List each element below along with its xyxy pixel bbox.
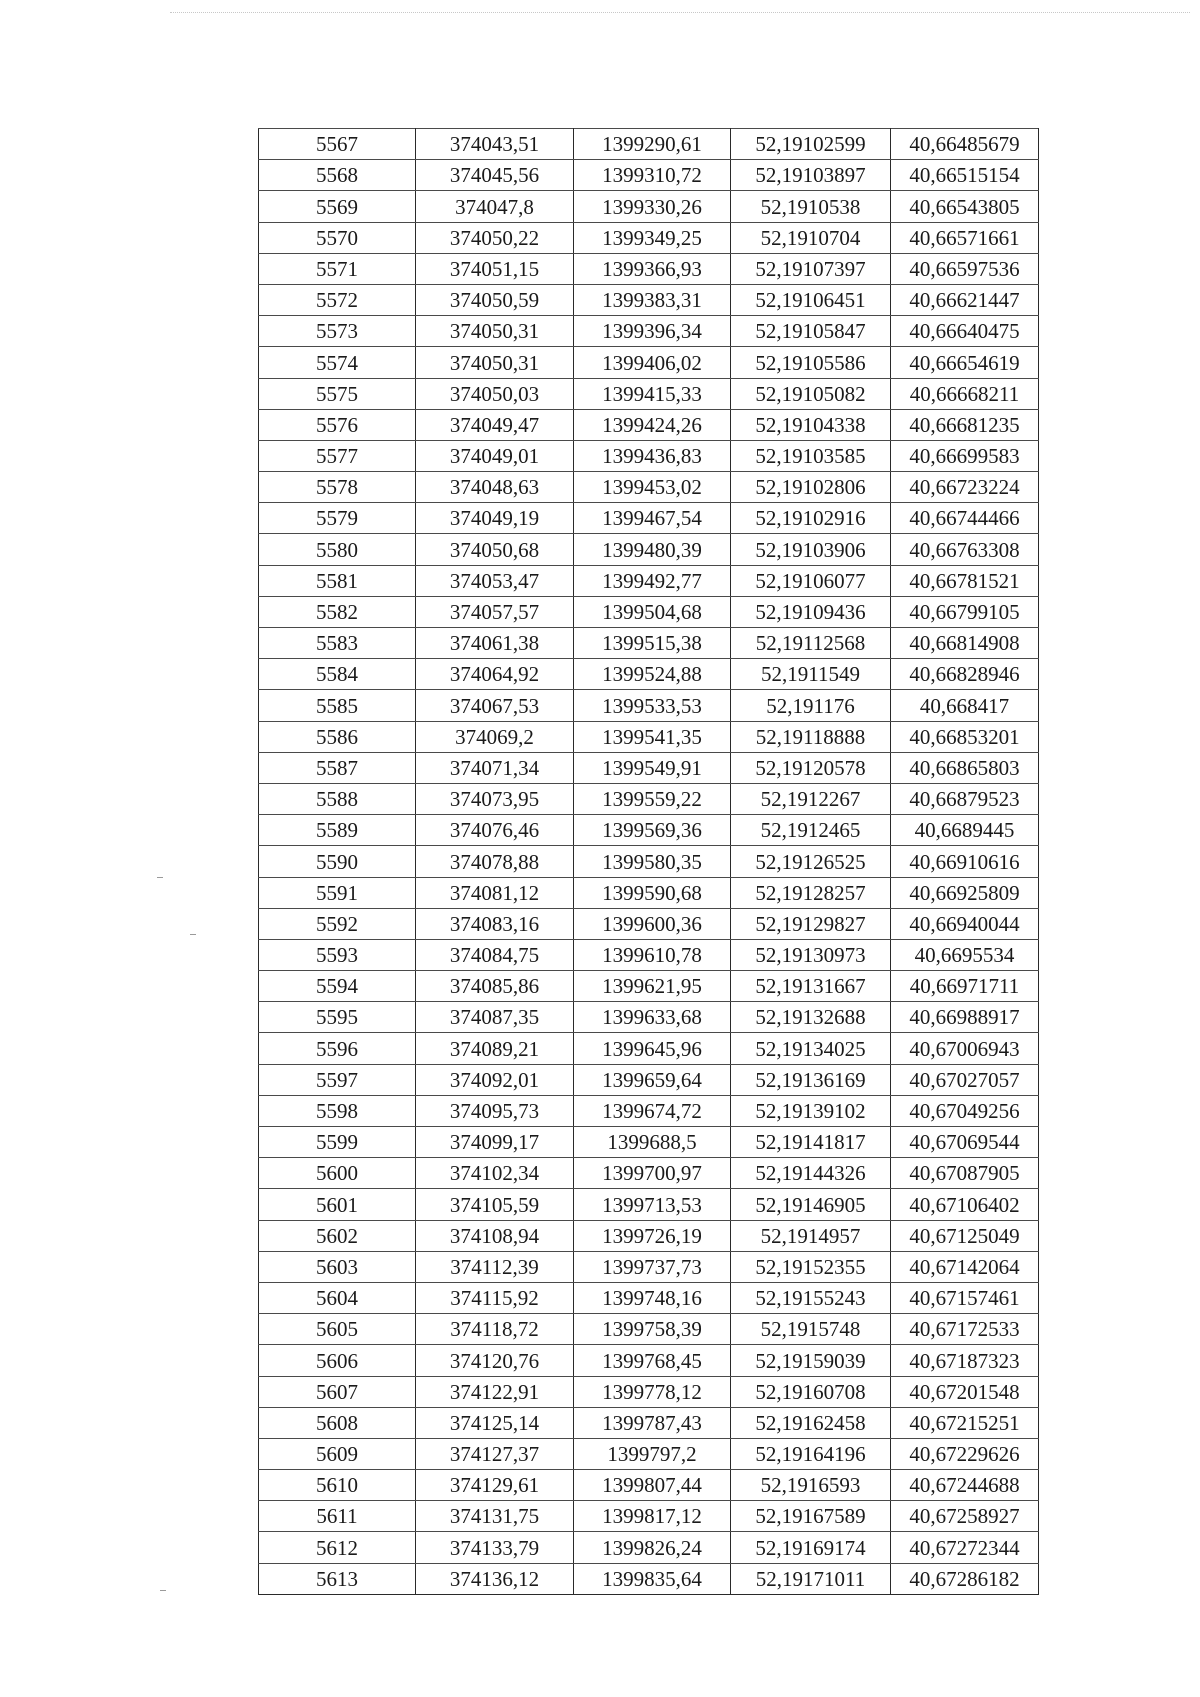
table-row bbox=[259, 596, 1039, 627]
latitude-cell: 52,19102916 bbox=[731, 503, 891, 534]
x-coordinate-cell: 374092,01 bbox=[416, 1064, 574, 1095]
longitude-cell: 40,67106402 bbox=[891, 1189, 1039, 1220]
y-coordinate-cell: 1399467,54 bbox=[574, 503, 731, 534]
y-coordinate-cell: 1399835,64 bbox=[574, 1563, 731, 1594]
y-coordinate-cell: 1399480,39 bbox=[574, 534, 731, 565]
table-row bbox=[259, 1563, 1039, 1594]
y-coordinate-cell: 1399645,96 bbox=[574, 1033, 731, 1064]
point-number-cell: 5606 bbox=[259, 1345, 416, 1376]
point-number-cell: 5583 bbox=[259, 628, 416, 659]
latitude-cell: 52,19105082 bbox=[731, 378, 891, 409]
latitude-cell: 52,19146905 bbox=[731, 1189, 891, 1220]
point-number-cell: 5584 bbox=[259, 659, 416, 690]
x-coordinate-cell: 374067,53 bbox=[416, 690, 574, 721]
longitude-cell: 40,67049256 bbox=[891, 1095, 1039, 1126]
y-coordinate-cell: 1399748,16 bbox=[574, 1282, 731, 1313]
x-coordinate-cell: 374129,61 bbox=[416, 1470, 574, 1501]
y-coordinate-cell: 1399659,64 bbox=[574, 1064, 731, 1095]
y-coordinate-cell: 1399349,25 bbox=[574, 222, 731, 253]
x-coordinate-cell: 374087,35 bbox=[416, 1002, 574, 1033]
point-number-cell: 5608 bbox=[259, 1407, 416, 1438]
table-row bbox=[259, 253, 1039, 284]
longitude-cell: 40,67201548 bbox=[891, 1376, 1039, 1407]
point-number-cell: 5582 bbox=[259, 596, 416, 627]
longitude-cell: 40,66781521 bbox=[891, 565, 1039, 596]
table-row bbox=[259, 440, 1039, 471]
point-number-cell: 5594 bbox=[259, 971, 416, 1002]
latitude-cell: 52,19126525 bbox=[731, 846, 891, 877]
x-coordinate-cell: 374089,21 bbox=[416, 1033, 574, 1064]
longitude-cell: 40,66597536 bbox=[891, 253, 1039, 284]
table-row bbox=[259, 628, 1039, 659]
point-number-cell: 5575 bbox=[259, 378, 416, 409]
latitude-cell: 52,191176 bbox=[731, 690, 891, 721]
table-row bbox=[259, 1095, 1039, 1126]
table-row bbox=[259, 565, 1039, 596]
latitude-cell: 52,19171011 bbox=[731, 1563, 891, 1594]
point-number-cell: 5610 bbox=[259, 1470, 416, 1501]
y-coordinate-cell: 1399366,93 bbox=[574, 253, 731, 284]
table-row bbox=[259, 1470, 1039, 1501]
point-number-cell: 5613 bbox=[259, 1563, 416, 1594]
y-coordinate-cell: 1399797,2 bbox=[574, 1438, 731, 1469]
scan-mark bbox=[190, 934, 196, 935]
y-coordinate-cell: 1399453,02 bbox=[574, 472, 731, 503]
longitude-cell: 40,67258927 bbox=[891, 1501, 1039, 1532]
y-coordinate-cell: 1399330,26 bbox=[574, 191, 731, 222]
scan-mark bbox=[160, 1590, 166, 1591]
x-coordinate-cell: 374048,63 bbox=[416, 472, 574, 503]
y-coordinate-cell: 1399633,68 bbox=[574, 1002, 731, 1033]
table-row bbox=[259, 1501, 1039, 1532]
longitude-cell: 40,67187323 bbox=[891, 1345, 1039, 1376]
table-row bbox=[259, 284, 1039, 315]
point-number-cell: 5595 bbox=[259, 1002, 416, 1033]
table-row bbox=[259, 1064, 1039, 1095]
table-row bbox=[259, 1438, 1039, 1469]
table-row bbox=[259, 1002, 1039, 1033]
table-row bbox=[259, 1282, 1039, 1313]
table-row bbox=[259, 191, 1039, 222]
longitude-cell: 40,67229626 bbox=[891, 1438, 1039, 1469]
x-coordinate-cell: 374095,73 bbox=[416, 1095, 574, 1126]
table-row bbox=[259, 1127, 1039, 1158]
point-number-cell: 5591 bbox=[259, 877, 416, 908]
y-coordinate-cell: 1399621,95 bbox=[574, 971, 731, 1002]
latitude-cell: 52,1911549 bbox=[731, 659, 891, 690]
point-number-cell: 5605 bbox=[259, 1314, 416, 1345]
longitude-cell: 40,66723224 bbox=[891, 472, 1039, 503]
point-number-cell: 5570 bbox=[259, 222, 416, 253]
longitude-cell: 40,66879523 bbox=[891, 783, 1039, 814]
table-row bbox=[259, 1251, 1039, 1282]
y-coordinate-cell: 1399787,43 bbox=[574, 1407, 731, 1438]
point-number-cell: 5597 bbox=[259, 1064, 416, 1095]
latitude-cell: 52,1910704 bbox=[731, 222, 891, 253]
longitude-cell: 40,66485679 bbox=[891, 129, 1039, 160]
longitude-cell: 40,66668211 bbox=[891, 378, 1039, 409]
latitude-cell: 52,19160708 bbox=[731, 1376, 891, 1407]
x-coordinate-cell: 374064,92 bbox=[416, 659, 574, 690]
y-coordinate-cell: 1399504,68 bbox=[574, 596, 731, 627]
latitude-cell: 52,19139102 bbox=[731, 1095, 891, 1126]
x-coordinate-cell: 374050,68 bbox=[416, 534, 574, 565]
x-coordinate-cell: 374085,86 bbox=[416, 971, 574, 1002]
y-coordinate-cell: 1399559,22 bbox=[574, 783, 731, 814]
x-coordinate-cell: 374127,37 bbox=[416, 1438, 574, 1469]
longitude-cell: 40,66640475 bbox=[891, 316, 1039, 347]
latitude-cell: 52,19162458 bbox=[731, 1407, 891, 1438]
scan-mark bbox=[157, 877, 163, 878]
point-number-cell: 5578 bbox=[259, 472, 416, 503]
table-row bbox=[259, 752, 1039, 783]
point-number-cell: 5602 bbox=[259, 1220, 416, 1251]
y-coordinate-cell: 1399688,5 bbox=[574, 1127, 731, 1158]
x-coordinate-cell: 374045,56 bbox=[416, 160, 574, 191]
table-row bbox=[259, 721, 1039, 752]
longitude-cell: 40,6695534 bbox=[891, 939, 1039, 970]
longitude-cell: 40,66853201 bbox=[891, 721, 1039, 752]
y-coordinate-cell: 1399396,34 bbox=[574, 316, 731, 347]
latitude-cell: 52,19112568 bbox=[731, 628, 891, 659]
latitude-cell: 52,19102806 bbox=[731, 472, 891, 503]
latitude-cell: 52,1914957 bbox=[731, 1220, 891, 1251]
longitude-cell: 40,66814908 bbox=[891, 628, 1039, 659]
y-coordinate-cell: 1399817,12 bbox=[574, 1501, 731, 1532]
table-row bbox=[259, 222, 1039, 253]
point-number-cell: 5568 bbox=[259, 160, 416, 191]
table-row bbox=[259, 1158, 1039, 1189]
latitude-cell: 52,19132688 bbox=[731, 1002, 891, 1033]
y-coordinate-cell: 1399549,91 bbox=[574, 752, 731, 783]
latitude-cell: 52,19131667 bbox=[731, 971, 891, 1002]
coordinates-table-body bbox=[259, 129, 1039, 1595]
x-coordinate-cell: 374069,2 bbox=[416, 721, 574, 752]
x-coordinate-cell: 374118,72 bbox=[416, 1314, 574, 1345]
longitude-cell: 40,66744466 bbox=[891, 503, 1039, 534]
latitude-cell: 52,19103897 bbox=[731, 160, 891, 191]
longitude-cell: 40,67027057 bbox=[891, 1064, 1039, 1095]
y-coordinate-cell: 1399700,97 bbox=[574, 1158, 731, 1189]
latitude-cell: 52,19103585 bbox=[731, 440, 891, 471]
x-coordinate-cell: 374105,59 bbox=[416, 1189, 574, 1220]
point-number-cell: 5603 bbox=[259, 1251, 416, 1282]
y-coordinate-cell: 1399415,33 bbox=[574, 378, 731, 409]
table-row bbox=[259, 1314, 1039, 1345]
longitude-cell: 40,6689445 bbox=[891, 815, 1039, 846]
longitude-cell: 40,67087905 bbox=[891, 1158, 1039, 1189]
longitude-cell: 40,66515154 bbox=[891, 160, 1039, 191]
latitude-cell: 52,19134025 bbox=[731, 1033, 891, 1064]
latitude-cell: 52,1912465 bbox=[731, 815, 891, 846]
x-coordinate-cell: 374099,17 bbox=[416, 1127, 574, 1158]
x-coordinate-cell: 374112,39 bbox=[416, 1251, 574, 1282]
point-number-cell: 5567 bbox=[259, 129, 416, 160]
x-coordinate-cell: 374050,31 bbox=[416, 316, 574, 347]
x-coordinate-cell: 374122,91 bbox=[416, 1376, 574, 1407]
longitude-cell: 40,67244688 bbox=[891, 1470, 1039, 1501]
point-number-cell: 5576 bbox=[259, 409, 416, 440]
point-number-cell: 5609 bbox=[259, 1438, 416, 1469]
latitude-cell: 52,19106451 bbox=[731, 284, 891, 315]
y-coordinate-cell: 1399515,38 bbox=[574, 628, 731, 659]
point-number-cell: 5592 bbox=[259, 908, 416, 939]
point-number-cell: 5589 bbox=[259, 815, 416, 846]
longitude-cell: 40,66799105 bbox=[891, 596, 1039, 627]
table-row bbox=[259, 846, 1039, 877]
table-row bbox=[259, 1376, 1039, 1407]
latitude-cell: 52,19169174 bbox=[731, 1532, 891, 1563]
latitude-cell: 52,19109436 bbox=[731, 596, 891, 627]
point-number-cell: 5587 bbox=[259, 752, 416, 783]
table-row bbox=[259, 1189, 1039, 1220]
table-row bbox=[259, 347, 1039, 378]
y-coordinate-cell: 1399541,35 bbox=[574, 721, 731, 752]
y-coordinate-cell: 1399580,35 bbox=[574, 846, 731, 877]
y-coordinate-cell: 1399424,26 bbox=[574, 409, 731, 440]
latitude-cell: 52,19118888 bbox=[731, 721, 891, 752]
table-row bbox=[259, 815, 1039, 846]
latitude-cell: 52,19155243 bbox=[731, 1282, 891, 1313]
point-number-cell: 5604 bbox=[259, 1282, 416, 1313]
point-number-cell: 5596 bbox=[259, 1033, 416, 1064]
x-coordinate-cell: 374051,15 bbox=[416, 253, 574, 284]
x-coordinate-cell: 374049,19 bbox=[416, 503, 574, 534]
longitude-cell: 40,67172533 bbox=[891, 1314, 1039, 1345]
y-coordinate-cell: 1399600,36 bbox=[574, 908, 731, 939]
table-row bbox=[259, 659, 1039, 690]
point-number-cell: 5601 bbox=[259, 1189, 416, 1220]
x-coordinate-cell: 374076,46 bbox=[416, 815, 574, 846]
longitude-cell: 40,66988917 bbox=[891, 1002, 1039, 1033]
y-coordinate-cell: 1399569,36 bbox=[574, 815, 731, 846]
x-coordinate-cell: 374084,75 bbox=[416, 939, 574, 970]
longitude-cell: 40,67125049 bbox=[891, 1220, 1039, 1251]
latitude-cell: 52,19103906 bbox=[731, 534, 891, 565]
latitude-cell: 52,19102599 bbox=[731, 129, 891, 160]
point-number-cell: 5586 bbox=[259, 721, 416, 752]
point-number-cell: 5598 bbox=[259, 1095, 416, 1126]
table-row bbox=[259, 939, 1039, 970]
x-coordinate-cell: 374083,16 bbox=[416, 908, 574, 939]
y-coordinate-cell: 1399524,88 bbox=[574, 659, 731, 690]
longitude-cell: 40,67069544 bbox=[891, 1127, 1039, 1158]
point-number-cell: 5607 bbox=[259, 1376, 416, 1407]
y-coordinate-cell: 1399807,44 bbox=[574, 1470, 731, 1501]
longitude-cell: 40,66621447 bbox=[891, 284, 1039, 315]
latitude-cell: 52,19130973 bbox=[731, 939, 891, 970]
latitude-cell: 52,19164196 bbox=[731, 1438, 891, 1469]
x-coordinate-cell: 374043,51 bbox=[416, 129, 574, 160]
table-row bbox=[259, 783, 1039, 814]
longitude-cell: 40,66940044 bbox=[891, 908, 1039, 939]
longitude-cell: 40,66763308 bbox=[891, 534, 1039, 565]
x-coordinate-cell: 374049,01 bbox=[416, 440, 574, 471]
point-number-cell: 5612 bbox=[259, 1532, 416, 1563]
coordinates-table bbox=[258, 128, 1039, 1595]
x-coordinate-cell: 374073,95 bbox=[416, 783, 574, 814]
table-row bbox=[259, 129, 1039, 160]
point-number-cell: 5571 bbox=[259, 253, 416, 284]
latitude-cell: 52,19167589 bbox=[731, 1501, 891, 1532]
latitude-cell: 52,19106077 bbox=[731, 565, 891, 596]
y-coordinate-cell: 1399826,24 bbox=[574, 1532, 731, 1563]
table-row bbox=[259, 160, 1039, 191]
scan-edge-line bbox=[170, 12, 1190, 13]
latitude-cell: 52,1915748 bbox=[731, 1314, 891, 1345]
latitude-cell: 52,19136169 bbox=[731, 1064, 891, 1095]
table-row bbox=[259, 1033, 1039, 1064]
table-row bbox=[259, 534, 1039, 565]
longitude-cell: 40,67157461 bbox=[891, 1282, 1039, 1313]
x-coordinate-cell: 374071,34 bbox=[416, 752, 574, 783]
latitude-cell: 52,19107397 bbox=[731, 253, 891, 284]
point-number-cell: 5573 bbox=[259, 316, 416, 347]
x-coordinate-cell: 374120,76 bbox=[416, 1345, 574, 1376]
longitude-cell: 40,66699583 bbox=[891, 440, 1039, 471]
table-row bbox=[259, 503, 1039, 534]
longitude-cell: 40,66681235 bbox=[891, 409, 1039, 440]
latitude-cell: 52,19159039 bbox=[731, 1345, 891, 1376]
x-coordinate-cell: 374050,03 bbox=[416, 378, 574, 409]
y-coordinate-cell: 1399713,53 bbox=[574, 1189, 731, 1220]
x-coordinate-cell: 374057,57 bbox=[416, 596, 574, 627]
longitude-cell: 40,67272344 bbox=[891, 1532, 1039, 1563]
x-coordinate-cell: 374102,34 bbox=[416, 1158, 574, 1189]
y-coordinate-cell: 1399758,39 bbox=[574, 1314, 731, 1345]
latitude-cell: 52,1916593 bbox=[731, 1470, 891, 1501]
latitude-cell: 52,19129827 bbox=[731, 908, 891, 939]
x-coordinate-cell: 374049,47 bbox=[416, 409, 574, 440]
x-coordinate-cell: 374136,12 bbox=[416, 1563, 574, 1594]
x-coordinate-cell: 374125,14 bbox=[416, 1407, 574, 1438]
point-number-cell: 5574 bbox=[259, 347, 416, 378]
y-coordinate-cell: 1399674,72 bbox=[574, 1095, 731, 1126]
latitude-cell: 52,1910538 bbox=[731, 191, 891, 222]
x-coordinate-cell: 374115,92 bbox=[416, 1282, 574, 1313]
latitude-cell: 52,19128257 bbox=[731, 877, 891, 908]
x-coordinate-cell: 374050,59 bbox=[416, 284, 574, 315]
longitude-cell: 40,67006943 bbox=[891, 1033, 1039, 1064]
y-coordinate-cell: 1399436,83 bbox=[574, 440, 731, 471]
longitude-cell: 40,67286182 bbox=[891, 1563, 1039, 1594]
latitude-cell: 52,19120578 bbox=[731, 752, 891, 783]
point-number-cell: 5599 bbox=[259, 1127, 416, 1158]
x-coordinate-cell: 374081,12 bbox=[416, 877, 574, 908]
x-coordinate-cell: 374078,88 bbox=[416, 846, 574, 877]
point-number-cell: 5593 bbox=[259, 939, 416, 970]
latitude-cell: 52,19141817 bbox=[731, 1127, 891, 1158]
latitude-cell: 52,19105847 bbox=[731, 316, 891, 347]
table-row bbox=[259, 316, 1039, 347]
x-coordinate-cell: 374050,31 bbox=[416, 347, 574, 378]
table-row bbox=[259, 1220, 1039, 1251]
y-coordinate-cell: 1399290,61 bbox=[574, 129, 731, 160]
longitude-cell: 40,66828946 bbox=[891, 659, 1039, 690]
longitude-cell: 40,67215251 bbox=[891, 1407, 1039, 1438]
x-coordinate-cell: 374131,75 bbox=[416, 1501, 574, 1532]
x-coordinate-cell: 374050,22 bbox=[416, 222, 574, 253]
y-coordinate-cell: 1399590,68 bbox=[574, 877, 731, 908]
longitude-cell: 40,66910616 bbox=[891, 846, 1039, 877]
longitude-cell: 40,66543805 bbox=[891, 191, 1039, 222]
table-row bbox=[259, 1407, 1039, 1438]
longitude-cell: 40,66654619 bbox=[891, 347, 1039, 378]
y-coordinate-cell: 1399768,45 bbox=[574, 1345, 731, 1376]
point-number-cell: 5569 bbox=[259, 191, 416, 222]
y-coordinate-cell: 1399492,77 bbox=[574, 565, 731, 596]
table-row bbox=[259, 378, 1039, 409]
latitude-cell: 52,19104338 bbox=[731, 409, 891, 440]
table-row bbox=[259, 908, 1039, 939]
point-number-cell: 5585 bbox=[259, 690, 416, 721]
x-coordinate-cell: 374047,8 bbox=[416, 191, 574, 222]
y-coordinate-cell: 1399533,53 bbox=[574, 690, 731, 721]
x-coordinate-cell: 374053,47 bbox=[416, 565, 574, 596]
table-row bbox=[259, 409, 1039, 440]
point-number-cell: 5600 bbox=[259, 1158, 416, 1189]
x-coordinate-cell: 374108,94 bbox=[416, 1220, 574, 1251]
point-number-cell: 5611 bbox=[259, 1501, 416, 1532]
y-coordinate-cell: 1399610,78 bbox=[574, 939, 731, 970]
table-row bbox=[259, 971, 1039, 1002]
y-coordinate-cell: 1399383,31 bbox=[574, 284, 731, 315]
table-row bbox=[259, 472, 1039, 503]
longitude-cell: 40,66971711 bbox=[891, 971, 1039, 1002]
latitude-cell: 52,19152355 bbox=[731, 1251, 891, 1282]
x-coordinate-cell: 374061,38 bbox=[416, 628, 574, 659]
longitude-cell: 40,668417 bbox=[891, 690, 1039, 721]
latitude-cell: 52,19144326 bbox=[731, 1158, 891, 1189]
point-number-cell: 5580 bbox=[259, 534, 416, 565]
longitude-cell: 40,66571661 bbox=[891, 222, 1039, 253]
point-number-cell: 5581 bbox=[259, 565, 416, 596]
table-row bbox=[259, 1532, 1039, 1563]
y-coordinate-cell: 1399726,19 bbox=[574, 1220, 731, 1251]
longitude-cell: 40,66865803 bbox=[891, 752, 1039, 783]
point-number-cell: 5577 bbox=[259, 440, 416, 471]
latitude-cell: 52,19105586 bbox=[731, 347, 891, 378]
point-number-cell: 5572 bbox=[259, 284, 416, 315]
point-number-cell: 5590 bbox=[259, 846, 416, 877]
table-row bbox=[259, 1345, 1039, 1376]
point-number-cell: 5579 bbox=[259, 503, 416, 534]
y-coordinate-cell: 1399310,72 bbox=[574, 160, 731, 191]
table-row bbox=[259, 877, 1039, 908]
y-coordinate-cell: 1399406,02 bbox=[574, 347, 731, 378]
table-row bbox=[259, 690, 1039, 721]
longitude-cell: 40,67142064 bbox=[891, 1251, 1039, 1282]
y-coordinate-cell: 1399778,12 bbox=[574, 1376, 731, 1407]
y-coordinate-cell: 1399737,73 bbox=[574, 1251, 731, 1282]
point-number-cell: 5588 bbox=[259, 783, 416, 814]
latitude-cell: 52,1912267 bbox=[731, 783, 891, 814]
x-coordinate-cell: 374133,79 bbox=[416, 1532, 574, 1563]
longitude-cell: 40,66925809 bbox=[891, 877, 1039, 908]
